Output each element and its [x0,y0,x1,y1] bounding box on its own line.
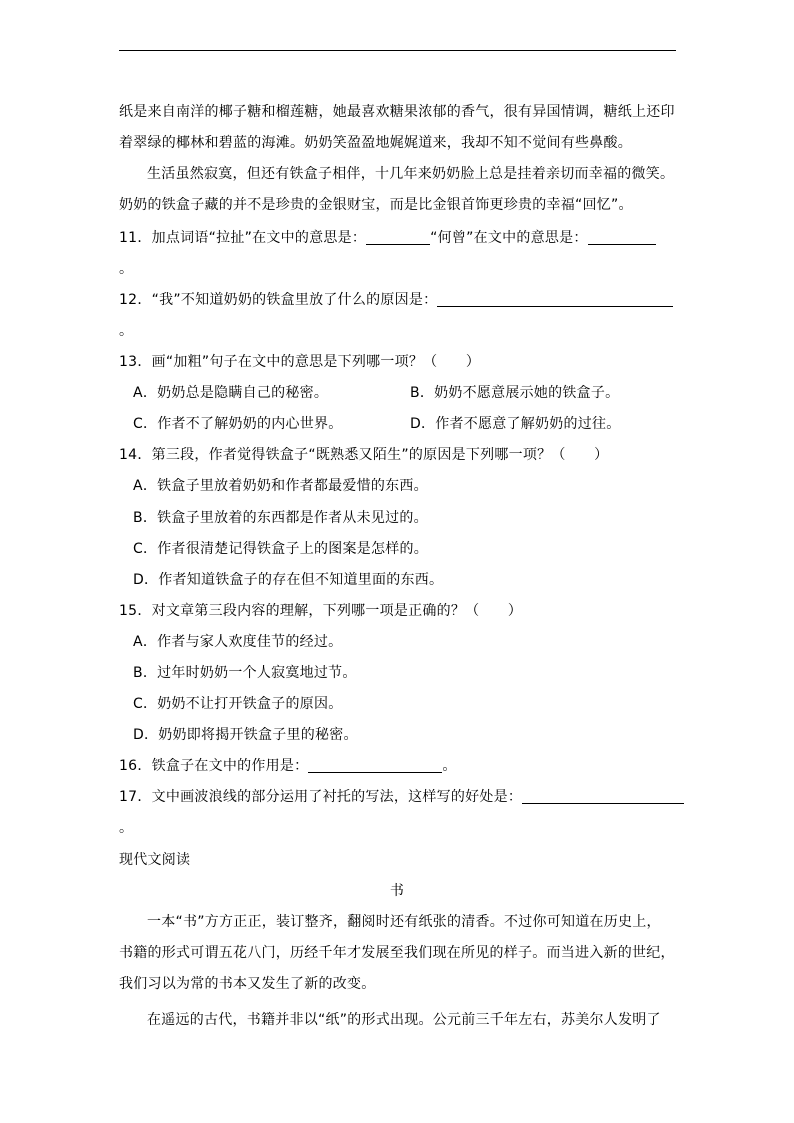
question-16-text: 16．铁盒子在文中的作用是： [119,758,309,774]
question-15-stem: 15．对文章第三段内容的理解，下列哪一项是正确的？（ ） [119,603,523,619]
answer-blank-17[interactable] [522,789,684,804]
article-paragraph-line: 一本“书”方方正正，装订整齐，翻阅时还有纸张的清香。不过你可知道在历史上， [147,914,661,930]
option-15-d[interactable]: D．奶奶即将揭开铁盒子里的秘密。 [133,727,358,743]
article-title: 书 [389,883,405,899]
article-paragraph-line: 书籍的形式可谓五花八门，历经千年才发展至我们现在所见的样子。而当进入新的世纪， [119,945,675,961]
option-15-c[interactable]: C．奶奶不让打开铁盒子的原因。 [133,696,343,712]
article-paragraph-line: 我们习以为常的书本又发生了新的改变。 [119,976,376,992]
question-11-part-b: “何曾”在文中的意思是： [430,230,588,246]
option-14-c[interactable]: C．作者很清楚记得铁盒子上的图案是怎样的。 [133,541,429,557]
question-17-end: 。 [119,820,134,836]
section-label: 现代文阅读 [119,852,191,868]
header-rule [119,50,676,51]
answer-blank-11b[interactable] [588,230,656,245]
option-13-b[interactable]: B．奶奶不愿意展示她的铁盒子。 [410,385,620,401]
option-13-a[interactable]: A．奶奶总是隐瞒自己的秘密。 [133,385,329,401]
option-15-b[interactable]: B．过年时奶奶一个人寂寞地过节。 [133,665,357,681]
question-12-text: 12．“我”不知道奶奶的铁盒里放了什么的原因是： [119,292,438,308]
option-14-a[interactable]: A．铁盒子里放着奶奶和作者都最爱惜的东西。 [133,478,428,494]
question-11-part-a: 11．加点词语“拉扯”在文中的意思是： [119,230,367,246]
option-14-d[interactable]: D．作者知道铁盒子的存在但不知道里面的东西。 [133,572,444,588]
question-16 [119,757,457,775]
question-17-text: 17．文中画波浪线的部分运用了衬托的写法，这样写的好处是： [119,789,523,805]
answer-blank-16[interactable] [308,758,442,773]
question-17 [119,788,684,806]
question-12-end: 。 [119,323,134,339]
option-15-a[interactable]: A．作者与家人欢度佳节的经过。 [133,634,343,650]
article-paragraph-line: 在遥远的古代，书籍并非以“纸”的形式出现。公元前三千年左右，苏美尔人发明了 [147,1012,661,1028]
option-13-c[interactable]: C．作者不了解奶奶的内心世界。 [133,416,343,432]
option-14-b[interactable]: B．铁盒子里放着的东西都是作者从未见过的。 [133,510,428,526]
story-paragraph-line: 着翠绿的椰林和碧蓝的海滩。奶奶笑盈盈地娓娓道来，我却不知不觉间有些鼻酸。 [119,135,632,151]
story-paragraph-line: 生活虽然寂寞，但还有铁盒子相伴，十几年来奶奶脸上总是挂着亲切而幸福的微笑。 [147,166,675,182]
answer-blank-12[interactable] [437,292,673,307]
option-13-d[interactable]: D．作者不愿意了解奶奶的过往。 [410,416,621,432]
question-11-end: 。 [119,261,134,277]
question-16-end: 。 [442,758,457,774]
question-12 [119,291,673,309]
question-11 [119,229,656,247]
story-paragraph-line: 纸是来自南洋的椰子糖和榴莲糖，她最喜欢糖果浓郁的香气，很有异国情调，糖纸上还印 [119,104,675,120]
story-paragraph-line: 奶奶的铁盒子藏的并不是珍贵的金银财宝，而是比金银首饰更珍贵的幸福“回忆”。 [119,197,633,213]
question-14-stem: 14．第三段，作者觉得铁盒子“既熟悉又陌生”的原因是下列哪一项？（ ） [119,447,609,463]
question-13-stem: 13．画“加粗”句子在文中的意思是下列哪一项？（ ） [119,354,481,370]
answer-blank-11a[interactable] [366,230,430,245]
